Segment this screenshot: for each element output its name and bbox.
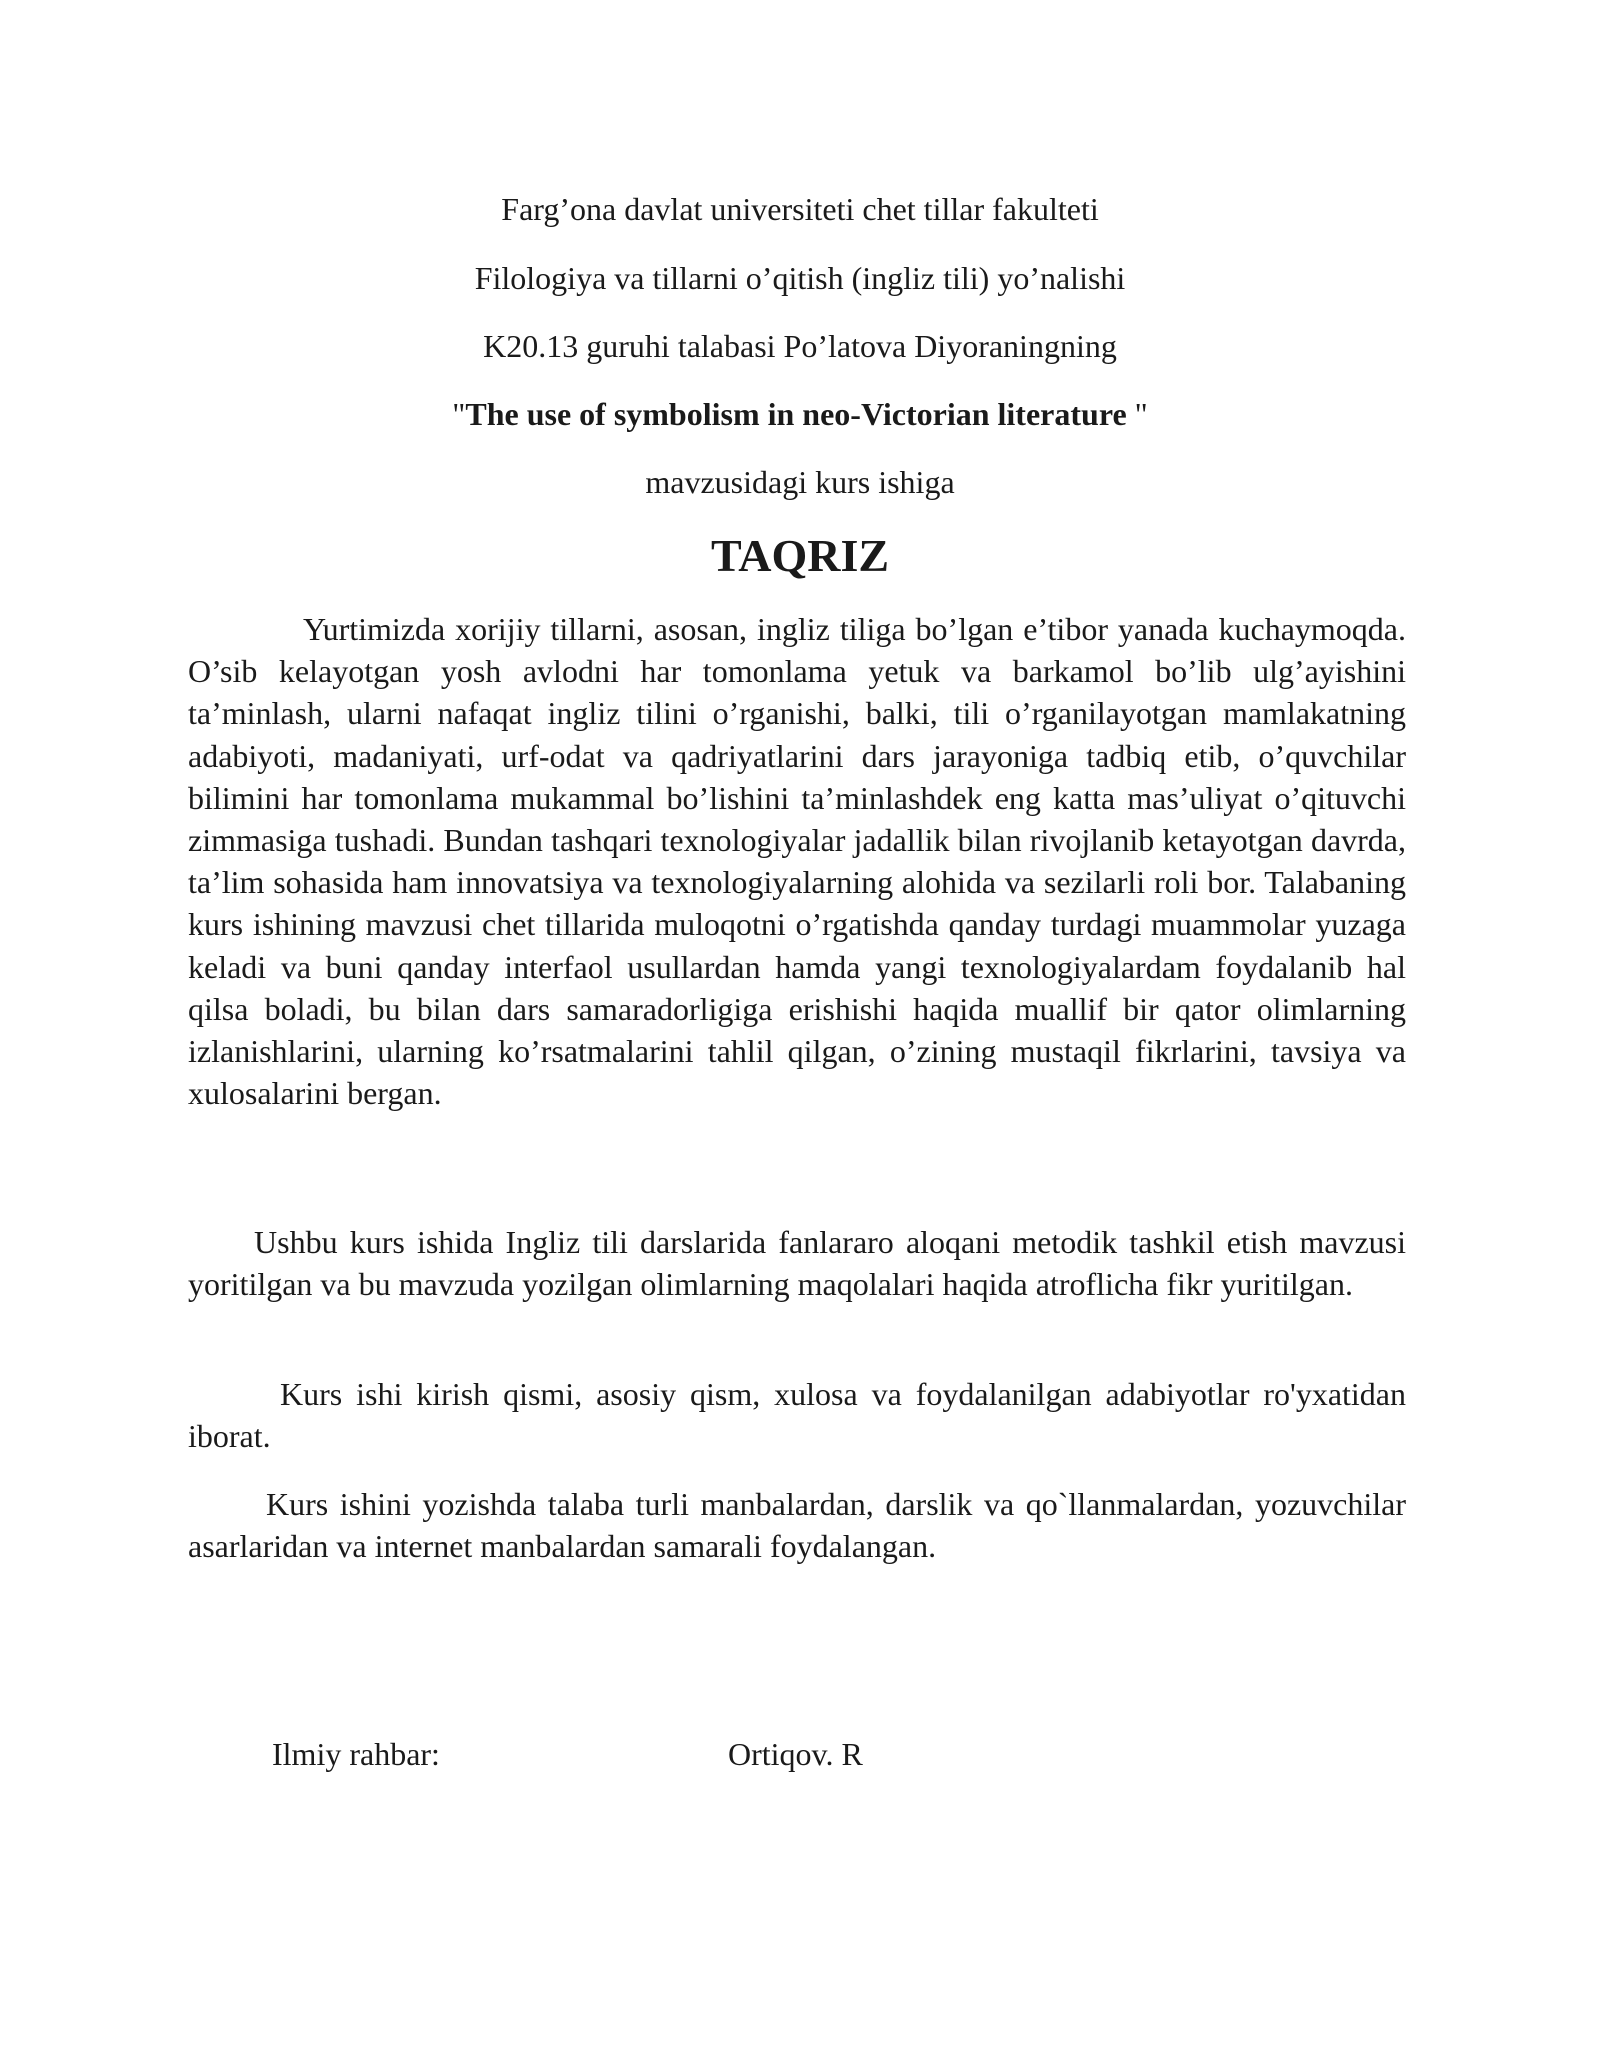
body-paragraph-4: Kurs ishini yozishda talaba turli manbalardan, darslik va qo`llanmalardan, yozuvchilar asarlaridan va internet manbalardan samarali foydalangan. (188, 1486, 1406, 1565)
topic-close-quote: " (1126, 396, 1148, 432)
supervisor-name: Ortiqov. R (728, 1736, 863, 1772)
topic-open-quote: " (452, 396, 466, 432)
body-paragraph-3: Kurs ishi kirish qismi, asosiy qism, xulosa va foydalanilgan adabiyotlar ro'yxatidan iborat. (188, 1376, 1406, 1455)
topic-suffix-line: mavzusidagi kurs ishiga (645, 464, 955, 500)
supervisor-label: Ilmiy rahbar: (272, 1736, 440, 1772)
university-line: Farg’ona davlat universiteti chet tillar fakulteti (501, 191, 1099, 227)
body-paragraph-2: Ushbu kurs ishida Ingliz tili darslarida fanlararo aloqani metodik tashkil etish mavzusi yoritilgan va bu mavzuda yozilgan olimlarning maqolalari haqida atroflicha fikr yuritilgan. (188, 1224, 1406, 1303)
body-paragraph-1: Yurtimizda xorijiy tillarni, asosan, ingliz tiliga bo’lgan e’tibor yanada kuchaymoqda. O’sib kelayotgan yosh avlodni har tomonlama yetuk va barkamol bo’lib ulg’ayishini ta’minlash, ularni nafaqat ingliz tilini o’rganishi, balki, tili o’rganilayotgan mamlakatning adabiyoti, madaniyati, urf-odat va qadriyatlarini dars jarayoniga tadbiq etib, o’quvchilar bilimini har tomonlama mukammal bo’lishini ta’minlashdek eng katta mas’uliyat o’qituvchi zimmasiga tushadi. Bundan tashqari texnologiyalar jadallik bilan rivojlanib ketayotgan davrda, ta’lim sohasida ham innovatsiya va texnologiyalarning alohida va sezilarli roli bor. Talabaning kurs ishining mavzusi chet tillarida muloqotni o’rgatishda qanday turdagi muammolar yuzaga keladi va buni qanday interfaol usullardan hamda yangi texnologiyalardam foydalanib hal qilsa boladi, bu bilan dars samaradorligiga erishishi haqida muallif bir qator olimlarning izlanishlarini, ularning ko’rsatmalarini tahlil qilgan, o’zining mustaqil fikrlarini, tavsiya va xulosalarini bergan. (188, 611, 1406, 1112)
program-line: Filologiya va tillarni o’qitish (ingliz tili) yo’nalishi (474, 260, 1126, 296)
document-heading: TAQRIZ (710, 530, 890, 581)
student-line: K20.13 guruhi talabasi Po’latova Diyoraningning (483, 328, 1117, 364)
topic-line (0, 394, 1600, 434)
topic-title: The use of symbolism in neo-Victorian literature (465, 396, 1127, 432)
